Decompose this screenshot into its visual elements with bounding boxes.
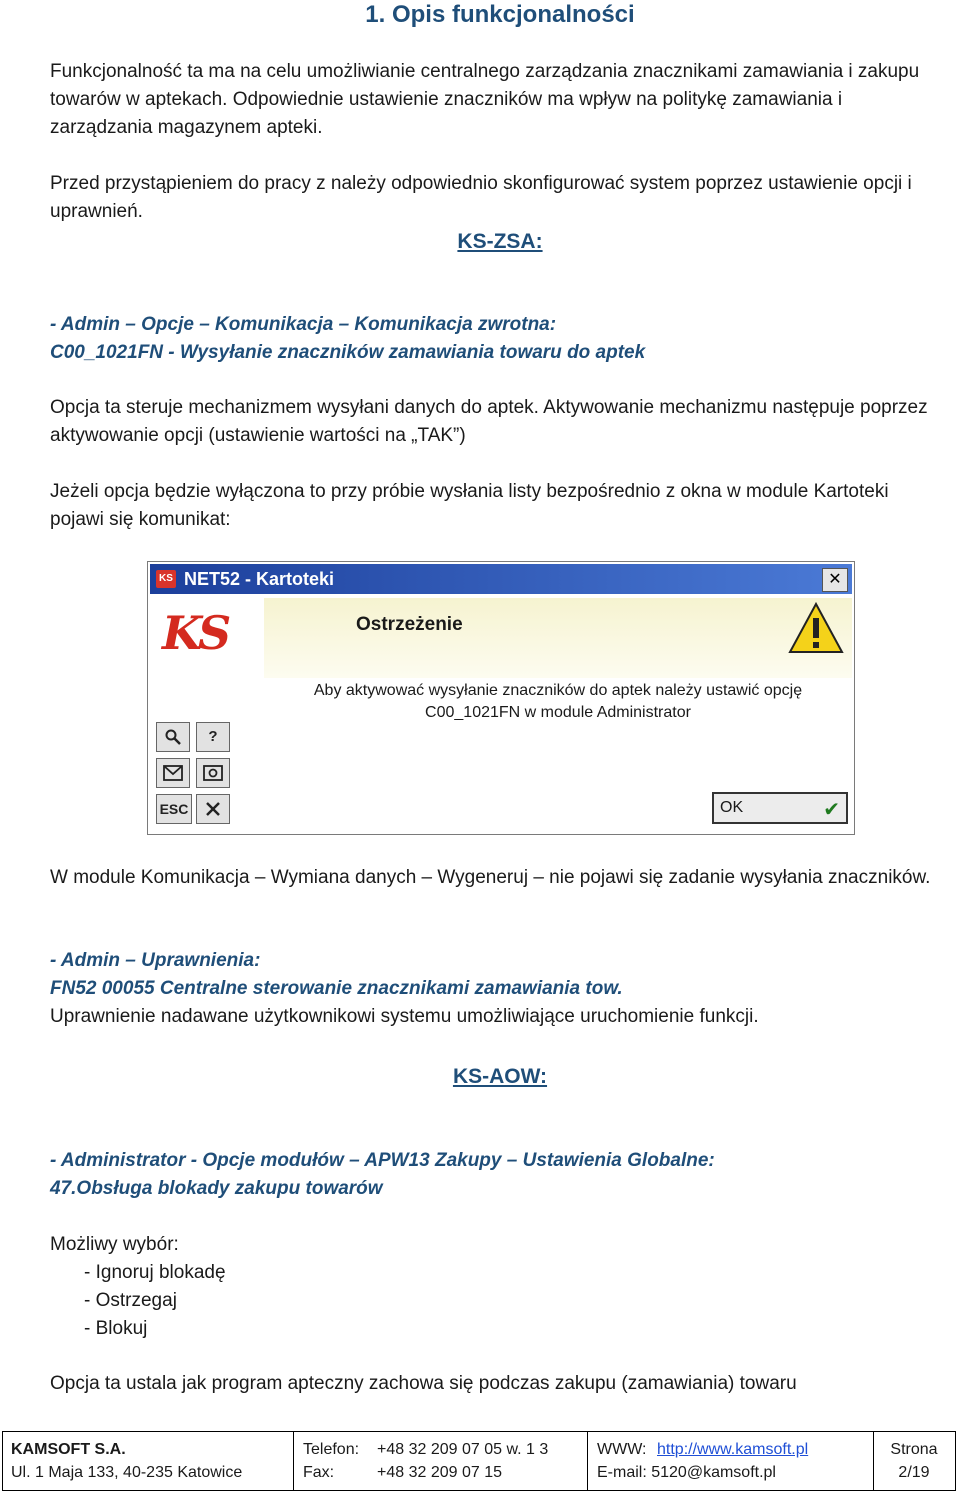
footer-company xyxy=(11,1432,291,1490)
footer-divider xyxy=(587,1432,588,1490)
dialog-window-title: NET52 - Kartoteki xyxy=(184,569,335,589)
page-footer xyxy=(2,1431,956,1491)
search-icon xyxy=(164,728,182,746)
mail-button[interactable] xyxy=(156,758,190,788)
footer-web xyxy=(597,1432,867,1490)
help-icon: ? xyxy=(208,728,218,745)
intro-paragraph-2: Przed przystąpieniem do pracy z należy odpowiednio skonfigurować system poprzez ustawienie opcji i uprawnień. xyxy=(50,173,912,222)
search-button[interactable] xyxy=(156,722,190,752)
section-heading-ks-zsa: KS-ZSA: xyxy=(457,230,543,253)
warning-dialog xyxy=(147,561,855,835)
dialog-message-line-2: C00_1021FN w module Administrator xyxy=(425,704,691,721)
escape-button[interactable] xyxy=(156,794,192,824)
fax-number: +48 32 209 07 15 xyxy=(377,1464,503,1481)
closing-paragraph: Opcja ta ustala jak program apteczny zachowa się podczas zakupu (zamawiania) towaru xyxy=(50,1373,797,1394)
option-path-aow: - Administrator - Opcje modułów – APW13 Zakupy – Ustawienia Globalne: xyxy=(50,1150,715,1171)
list-item: - Ostrzegaj xyxy=(84,1290,177,1311)
warning-icon xyxy=(788,600,844,656)
disabled-note: Jeżeli opcja będzie wyłączona to przy próbie wysłania listy bezpośrednio z okna w module Kartoteki pojawi się komunikat: xyxy=(50,481,889,530)
dialog-title-bar xyxy=(150,564,852,594)
footer-page xyxy=(874,1432,954,1490)
option-path: - Admin – Opcje – Komunikacja – Komunikacja zwrotna: xyxy=(50,314,557,335)
picture-button[interactable] xyxy=(196,758,230,788)
choice-label: Możliwy wybór: xyxy=(50,1234,179,1255)
section-heading-ks-aow: KS-AOW: xyxy=(452,1065,548,1088)
permission-description: Uprawnienie nadawane użytkownikowi systemu umożliwiające uruchomienie funkcji. xyxy=(50,1006,759,1027)
app-icon: KS xyxy=(156,570,176,588)
fax-label: Fax: xyxy=(303,1464,335,1481)
module-note: W module Komunikacja – Wymiana danych – Wygeneruj – nie pojawi się zadanie wysyłania znaczników. xyxy=(50,867,931,888)
option-description: Opcja ta steruje mechanizmem wysyłani danych do aptek. Aktywowanie mechanizmu następuje poprzez aktywowanie opcji (ustawienie wartości na „TAK”) xyxy=(50,397,928,446)
ok-button[interactable] xyxy=(712,792,848,824)
cancel-button[interactable] xyxy=(196,794,230,824)
company-address: Ul. 1 Maja 133, 40-235 Katowice xyxy=(11,1464,243,1481)
company-name: KAMSOFT S.A. xyxy=(11,1441,126,1458)
phone-number: +48 32 209 07 05 w. 1 3 xyxy=(377,1441,549,1458)
website-link[interactable]: http://www.kamsoft.pl xyxy=(657,1441,809,1458)
list-item: - Ignoruj blokadę xyxy=(84,1262,226,1283)
dialog-heading: Ostrzeżenie xyxy=(356,614,463,635)
dialog-message xyxy=(264,680,852,724)
ok-label: OK xyxy=(720,799,744,816)
email: E-mail: 5120@kamsoft.pl xyxy=(597,1464,776,1481)
close-icon xyxy=(205,801,221,817)
permission-code: FN52 00055 Centralne sterowanie znacznikami zamawiania tow. xyxy=(50,978,623,999)
option-name-aow: 47.Obsługa blokady zakupu towarów xyxy=(50,1178,383,1199)
footer-divider xyxy=(293,1432,294,1490)
dialog-message-line-1: Aby aktywować wysyłanie znaczników do aptek należy ustawić opcję xyxy=(313,682,803,699)
escape-icon: ESC xyxy=(159,801,189,817)
mail-icon xyxy=(163,765,183,781)
footer-contact xyxy=(303,1432,583,1490)
www-label: WWW: xyxy=(597,1441,647,1458)
page-number: 2/19 xyxy=(898,1464,930,1481)
list-item: - Blokuj xyxy=(84,1318,148,1339)
intro-paragraph-1: Funkcjonalność ta ma na celu umożliwianie centralnego zarządzania znacznikami zamawiania i zakupu towarów w aptekach. Odpowiednie ustawienie znaczników ma wpływ na politykę zamawiania i zarządzania magazynem apteki. xyxy=(50,61,920,138)
permission-path: - Admin – Uprawnienia: xyxy=(50,950,261,971)
page-label: Strona xyxy=(890,1441,938,1458)
choice-list xyxy=(84,1259,226,1343)
ks-logo: KS xyxy=(162,606,228,660)
picture-icon xyxy=(203,765,223,781)
dialog-header-band xyxy=(264,598,852,678)
page-title: 1. Opis funkcjonalności xyxy=(365,1,635,28)
close-icon[interactable]: ✕ xyxy=(822,568,848,592)
help-button[interactable] xyxy=(196,722,230,752)
phone-label: Telefon: xyxy=(303,1441,360,1458)
option-code: C00_1021FN - Wysyłanie znaczników zamawiania towaru do aptek xyxy=(50,342,646,363)
checkmark-icon: ✔ xyxy=(823,799,840,821)
